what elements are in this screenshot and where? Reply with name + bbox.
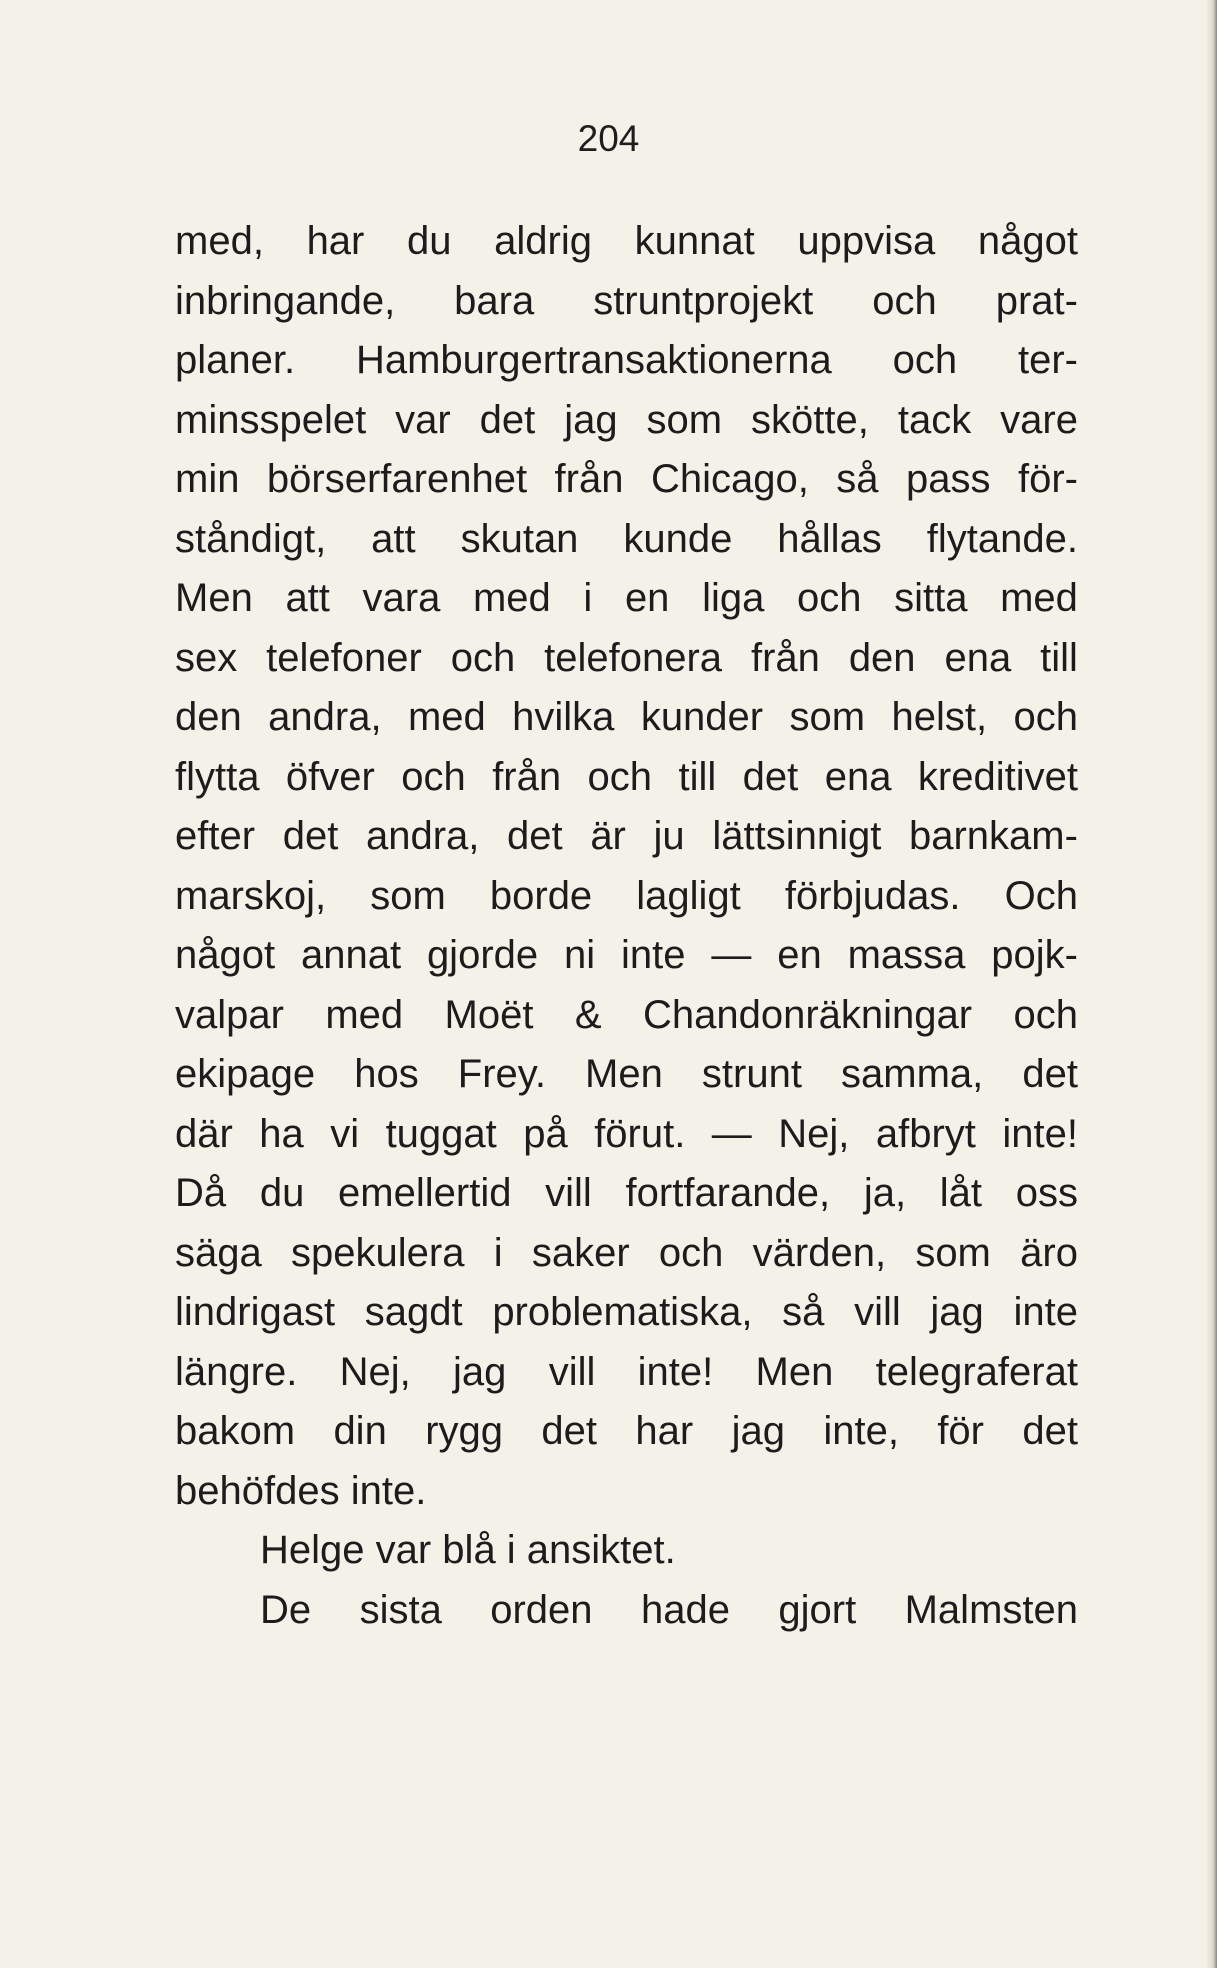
word: en [624,576,670,620]
word: rygg [425,1409,504,1453]
text-line [175,391,1078,451]
word: gjorde [426,933,539,977]
word: Och [1004,873,1078,918]
word: är [590,814,626,858]
text-line [175,1045,1078,1105]
word: lättsinnigt [712,814,882,858]
word: den [175,695,242,739]
word: flytande. [926,516,1078,561]
word: säga [175,1230,262,1275]
word: vara [362,576,441,620]
word: annat [300,933,402,977]
word: & [574,992,602,1037]
word: öfver [285,754,375,799]
word: planer. [175,338,296,382]
word: har [306,219,365,263]
word: du [259,1171,305,1215]
word: kreditivet [917,754,1078,799]
word: Malmsten [904,1587,1078,1632]
word: äro [1020,1230,1078,1275]
word: vill [545,1171,592,1215]
word: hade [640,1587,730,1632]
word: jag [731,1409,785,1453]
word: med [407,695,486,739]
word: ha [259,1111,304,1156]
word: från [750,635,820,680]
text-line [175,1581,1078,1641]
text-line [175,867,1078,927]
word: flytta [175,754,260,799]
word: att [285,576,330,620]
word: — [711,1111,752,1156]
body-text [175,212,1078,1640]
word: pojk- [991,933,1078,977]
word: längre. [175,1349,298,1394]
text-line [175,510,1078,570]
word: med [1000,576,1078,620]
word: uppvisa [797,219,936,263]
text-line [175,688,1078,748]
word: börserfarenhet [266,457,528,501]
text-line [175,1224,1078,1284]
text-line [175,807,1078,867]
word: i [493,1230,503,1275]
word: sagdt [364,1290,463,1334]
word: borde [489,873,593,918]
word: inte [621,933,686,977]
word: som [789,695,866,739]
word: med, [175,219,264,263]
word: din [333,1409,387,1453]
word: vi [330,1111,360,1156]
word: och [892,338,958,382]
word: ju [653,814,685,858]
word: jag [564,397,618,442]
word: struntprojekt [593,278,814,323]
word: med [325,992,404,1037]
text-line [175,212,1078,272]
word: skötte, [751,397,869,442]
word: och [658,1230,724,1275]
text-line [175,1283,1078,1343]
word: marskoj, [175,873,327,918]
text-line [175,986,1078,1046]
word: orden [490,1587,593,1632]
word: kunder [640,695,764,739]
word: lagligt [636,873,741,918]
text-line [175,1105,1078,1165]
word: samma, [841,1052,984,1096]
text-line [175,1343,1078,1403]
word: Nej, [778,1111,850,1156]
word: den [848,635,916,680]
word: för- [1017,457,1078,501]
word: telegraferat [875,1349,1078,1394]
word: har [635,1409,694,1453]
word: aldrig [494,219,592,263]
word: och [872,278,937,323]
word: Men [585,1052,663,1096]
word: från [492,754,562,799]
text-line [175,569,1078,629]
word: en [777,933,822,977]
word: och [450,635,516,680]
word: andra, [268,695,382,739]
word: du [407,219,452,263]
page-number: 204 [577,118,640,159]
word: sista [359,1587,442,1632]
word: Chicago, [650,457,809,501]
word: och [1013,695,1078,739]
word: lindrigast [175,1290,336,1334]
word: på [523,1111,568,1156]
word: ena [944,635,1012,680]
word: bara [454,278,535,323]
word: till [678,754,717,799]
word: det [282,814,339,858]
word: inte! [637,1349,714,1394]
word: vill [854,1290,901,1334]
word: saker [531,1230,630,1275]
word: hvilka [512,695,615,739]
word: ekipage [175,1052,316,1096]
word: Moët [444,992,534,1037]
word: i [583,576,593,620]
text-line [175,1164,1078,1224]
word: där [175,1111,233,1156]
word: något [977,219,1078,263]
word: förut. [594,1111,686,1156]
word: skutan [460,516,579,561]
word: något [175,933,276,977]
word: det [507,814,563,858]
word: det [479,397,536,442]
word: och [796,576,862,620]
word: sitta [894,576,968,620]
text-line [175,629,1078,689]
word: minsspelet [175,397,367,442]
word: låt [939,1171,983,1215]
word: och [401,754,466,799]
page-edge-shadow [1207,0,1217,1968]
word: tack [897,397,972,442]
word: inte [1013,1290,1078,1334]
text-line: Helge var blå i ansiktet. [260,1528,676,1572]
word: det [1022,1052,1078,1096]
word: oss [1015,1171,1078,1215]
word: ena [824,754,892,799]
word: gjort [778,1587,857,1632]
word: bakom [175,1409,296,1453]
word: min [175,457,240,501]
word: valpar [175,992,284,1037]
word: från [554,457,624,501]
word: telefoner [266,635,422,680]
word: telefonera [544,635,723,680]
word: afbryt [875,1111,976,1156]
word: tuggat [385,1111,497,1156]
word: vare [1000,397,1078,442]
word: De [260,1587,312,1632]
word: inte, [823,1409,899,1453]
word: Men [175,576,253,620]
word: hos [354,1052,419,1096]
word: som [370,873,446,918]
text-line: behöfdes inte. [175,1468,427,1513]
word: Nej, [339,1349,411,1394]
word: förbjudas. [784,873,961,918]
word: det [1022,1409,1078,1453]
word: och [587,754,653,799]
word: barnkam- [908,814,1078,858]
word: jag [453,1349,507,1394]
word: som [915,1230,991,1275]
text-line [175,748,1078,808]
word: hållas [777,516,882,561]
word: problematiska, [492,1290,753,1334]
word: inbringande, [175,278,396,323]
word: massa [847,933,966,977]
word: ter- [1018,338,1078,382]
word: Men [755,1349,834,1394]
word: och [1013,992,1078,1037]
word: jag [930,1290,984,1334]
word: ni [564,933,596,977]
text-line [175,926,1078,986]
word: det [742,754,799,799]
word: pass [906,457,991,501]
word: strunt [701,1052,802,1096]
word: som [646,397,723,442]
word: ja, [863,1171,907,1215]
word: fortfarande, [625,1171,831,1215]
word: att [371,516,416,561]
word: Chandonräkningar [642,992,973,1037]
word: det [541,1409,597,1453]
word: sex [175,635,238,680]
word: andra, [365,814,480,858]
word: Hamburgertransaktionerna [355,338,832,382]
text-line [175,1402,1078,1462]
word: — [711,933,752,977]
text-line [175,272,1078,332]
word: emellertid [338,1171,512,1215]
word: ståndigt, [175,516,327,561]
word: Frey. [457,1052,546,1096]
word: till [1040,635,1078,680]
word: var [395,397,451,442]
word: med [472,576,551,620]
text-line [175,450,1078,510]
word: Då [175,1171,227,1215]
word: kunde [623,516,733,561]
word: liga [702,576,765,620]
text-line [175,331,1078,391]
word: vill [548,1349,596,1394]
word: spekulera [291,1230,465,1275]
word: helst, [891,695,988,739]
word: så [836,457,879,501]
word: efter [175,814,256,858]
word: kunnat [634,219,755,263]
word: så [782,1290,825,1334]
word: värden, [752,1230,887,1275]
word: för [937,1409,984,1453]
word: inte! [1002,1111,1078,1156]
word: prat- [995,278,1078,323]
